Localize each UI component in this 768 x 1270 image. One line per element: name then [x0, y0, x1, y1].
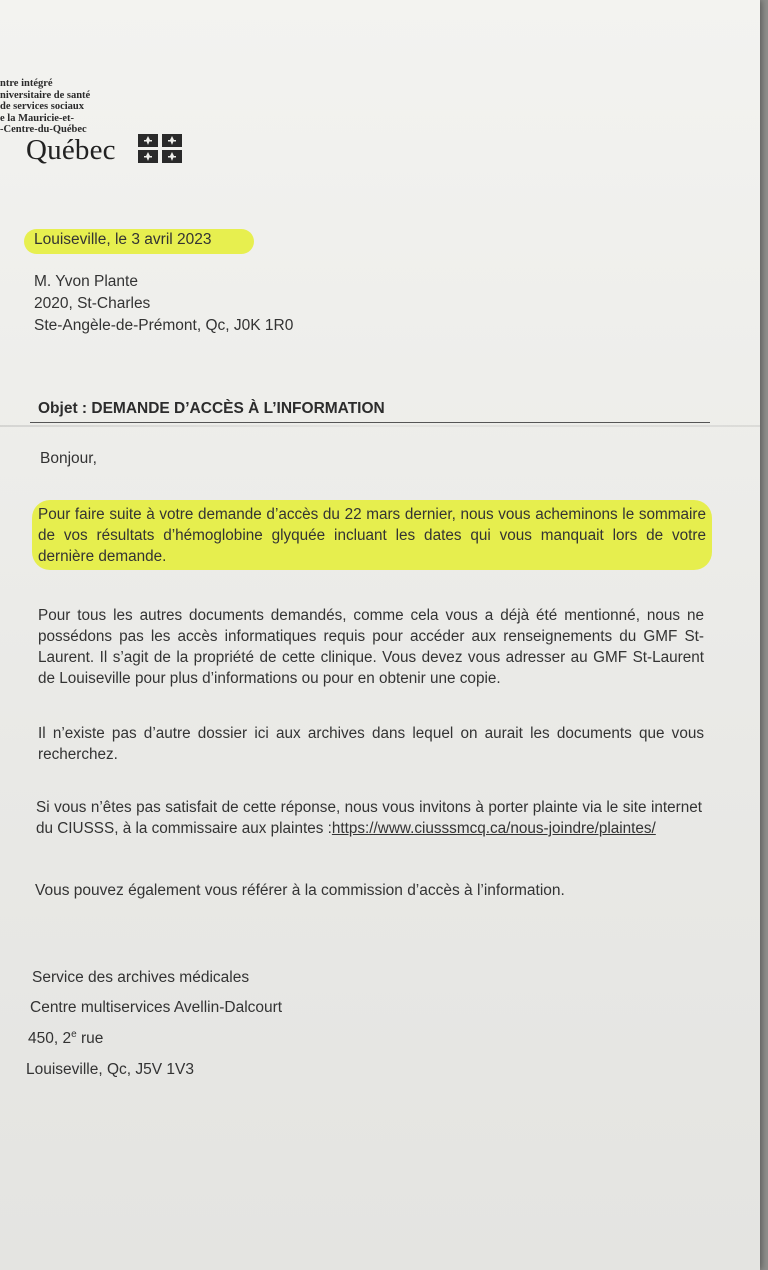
org-line: niversitaire de santé	[0, 89, 91, 101]
signature-street: 450, 2e rue	[28, 1029, 104, 1048]
signature-service: Service des archives médicales	[32, 969, 250, 986]
paper-fold	[0, 425, 760, 427]
paragraph-commission: Vous pouvez également vous référer à la commission d’accès à l’information.	[35, 882, 565, 899]
paragraph-request-followup: Pour faire suite à votre demande d’accès du 22 mars dernier, nous vous acheminons le sommaire de vos résultats d’hémoglobine glyquée incluant les dates qui vous manquait lors de votre dernière demande.	[38, 506, 706, 565]
subject-underline	[30, 422, 710, 423]
org-line: e la Mauricie-et-	[0, 112, 75, 124]
quebec-logo-word: Québec	[26, 134, 116, 166]
org-line: de services sociaux	[0, 101, 84, 112]
recipient-name: M. Yvon Plante	[34, 273, 138, 290]
signature-centre: Centre multiservices Avellin-Dalcourt	[30, 999, 283, 1016]
complaint-text: Si vous n’êtes pas satisfait de cette réponse, nous vous invitons à porter plainte via le site internet du CIUSSS, à la commissaire aux plaintes :	[36, 799, 702, 837]
fleurdelise-flag-icon	[138, 134, 186, 164]
letter-date: Louiseville, le 3 avril 2023	[34, 231, 212, 248]
paragraph-complaint	[36, 797, 702, 839]
org-name-block	[0, 78, 130, 136]
recipient-city: Ste-Angèle-de-Prémont, Qc, J0K 1R0	[34, 317, 294, 334]
greeting: Bonjour,	[40, 450, 97, 467]
signature-city: Louiseville, Qc, J5V 1V3	[26, 1061, 195, 1078]
paragraph-no-other-file: Il n’existe pas d’autre dossier ici aux archives dans lequel on aurait les documents que vous recherchez.	[38, 725, 704, 763]
org-line: -Centre-du-Québec	[0, 124, 87, 135]
letter-subject: Objet : DEMANDE D’ACCÈS À L’INFORMATION	[38, 400, 385, 417]
recipient-street: 2020, St-Charles	[34, 295, 151, 312]
complaint-link[interactable]: https://www.ciusssmcq.ca/nous-joindre/plaintes/	[331, 820, 656, 837]
paragraph-other-documents: Pour tous les autres documents demandés, comme cela vous a déjà été mentionné, nous ne possédons pas les accès informatiques requis pour accéder aux renseignements du GMF St-Laurent. Il s’agit de la propriété de cette clinique. Vous devez vous adresser au GMF St-Laurent de Louiseville pour plus d’informations ou pour en obtenir une copie.	[38, 607, 704, 687]
org-line: ntre intégré	[0, 78, 53, 89]
